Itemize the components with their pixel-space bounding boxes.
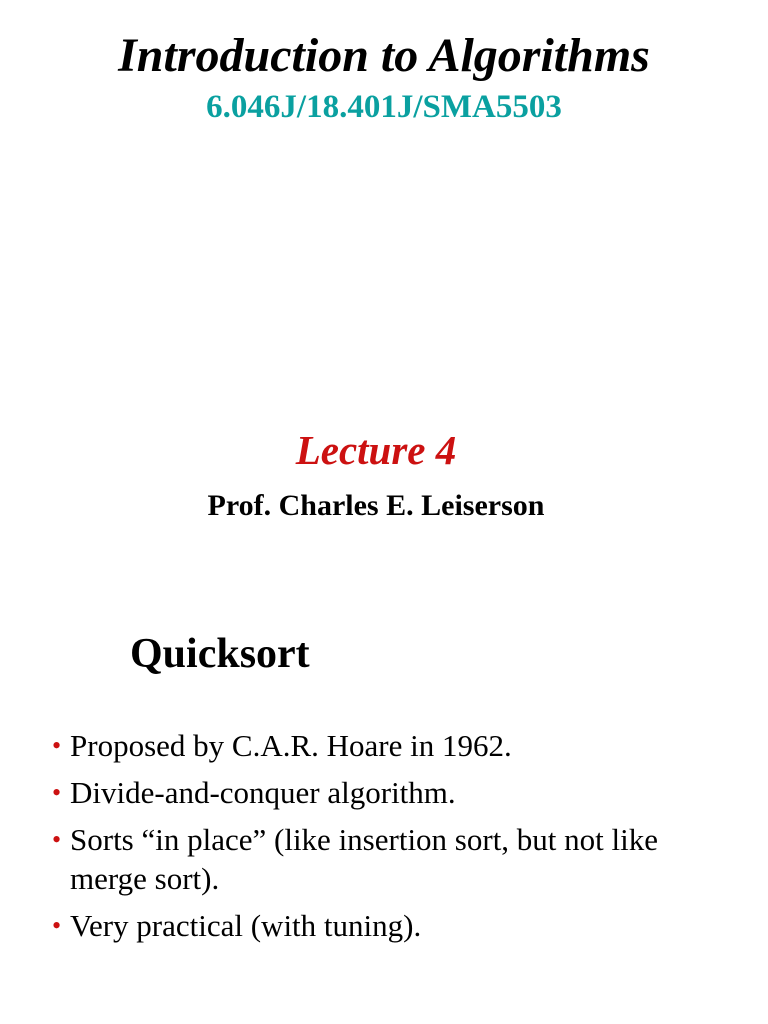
course-number: 6.046J/18.401J/SMA5503 — [206, 89, 562, 125]
bullet-marker-icon: • — [52, 778, 62, 807]
bullet-marker-icon: • — [52, 825, 62, 854]
section-heading: Quicksort — [130, 631, 310, 677]
bullet-list — [52, 726, 692, 953]
bullet-marker-icon: • — [52, 731, 62, 760]
bullet-text: Sorts “in place” (like insertion sort, but not like merge sort). — [70, 822, 659, 896]
bullet-marker-icon: • — [52, 911, 62, 940]
bullet-text: Very practical (with tuning). — [70, 908, 422, 943]
bullet-item — [52, 726, 692, 765]
lecture-title: Lecture 4 — [295, 427, 457, 473]
bullet-item — [52, 820, 692, 898]
bullet-text: Proposed by C.A.R. Hoare in 1962. — [70, 728, 512, 763]
page-title: Introduction to Algorithms — [118, 29, 650, 82]
bullet-item — [52, 773, 692, 812]
bullet-item — [52, 906, 692, 945]
bullet-text: Divide-and-conquer algorithm. — [70, 775, 456, 810]
professor-name: Prof. Charles E. Leiserson — [207, 489, 545, 522]
